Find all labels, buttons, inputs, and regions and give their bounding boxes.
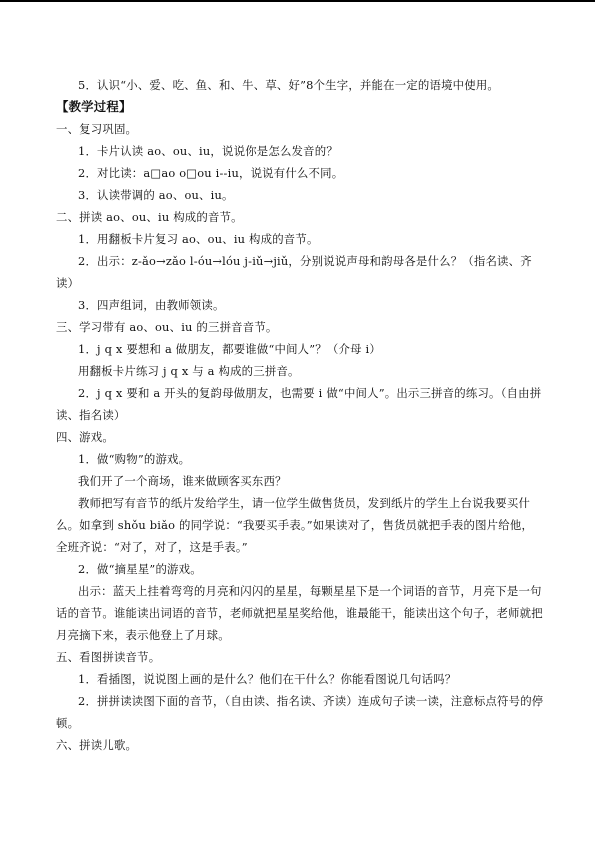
step-4-title: 四、游戏。 [56,430,114,444]
step-3-title: 三、学习带有 ao、ou、iu 的三拼音音节。 [56,320,278,334]
step-1-item-3: 3．认读带调的 ao、ou、iu。 [78,188,234,202]
step-1-item-1: 1．卡片认读 ao、ou、iu，说说你是怎么发音的？ [78,144,338,158]
step-4-item-2: 2．做“摘星星”的游戏。 [78,562,202,576]
objective-5: 5．认识“小、爱、吃、鱼、和、牛、草、好”8个生字，并能在一定的语境中使用。 [78,78,500,92]
document-body [56,74,544,756]
step-5-item-2: 2．拼拼读读图下面的音节，（自由读、指名读、齐读）连成句子读一读，注意标点符号的停顿。 [56,694,544,730]
step-4-item-2-detail: 出示：蓝天上挂着弯弯的月亮和闪闪的星星，每颗星星下是一个词语的音节，月亮下是一句话的音节。谁能读出词语的音节，老师就把星星奖给他，谁最能干，能读出这个句子，老师就把月亮摘下来，表示他登上了月球。 [56,584,543,642]
step-3-item-1-note: 用翻板卡片练习 j q x 与 a 构成的三拼音。 [78,364,300,378]
step-4-item-1: 1．做“购物”的游戏。 [78,452,191,466]
step-4-item-1-detail: 教师把写有音节的纸片发给学生，请一位学生做售货员，发到纸片的学生上台说我要买什么。如拿到 shǒu biǎo 的同学说：“我要买手表。”如果读对了，售货员就把手表的图片给他，全班齐说：“对了，对了，这是手表。” [56,496,534,554]
header-rule [0,0,595,2]
step-1-title: 一、复习巩固。 [56,122,138,136]
step-1-item-2: 2．对比读：a□ao o□ou i--iu，说说有什么不同。 [78,166,344,180]
step-2-title: 二、拼读 ao、ou、iu 构成的音节。 [56,210,243,224]
step-3-item-1: 1．j q x 要想和 a 做朋友，都要谁做“中间人”？（介母 i） [78,342,381,356]
step-6-title: 六、拼读儿歌。 [56,738,138,752]
step-2-item-3: 3．四声组词，由教师领读。 [78,298,225,312]
step-3-item-2: 2．j q x 要和 a 开头的复韵母做朋友，也需要 i 做“中间人”。出示三拼音的练习。（自由拼读、指名读） [56,386,542,422]
section-heading: 【教学过程】 [56,99,132,114]
step-2-item-2: 2．出示：z-ǎo→zǎo l-óu→lóu j-iǔ→jiǔ，分别说说声母和韵母各是什么？（指名读、齐读） [56,254,532,290]
step-2-item-1: 1．用翻板卡片复习 ao、ou、iu 构成的音节。 [78,232,319,246]
step-5-title: 五、看图拼读音节。 [56,650,161,664]
step-4-item-1-intro: 我们开了一个商场，谁来做顾客买东西？ [78,474,287,488]
step-5-item-1: 1．看插图，说说图上画的是什么？他们在干什么？你能看图说几句话吗？ [78,672,457,686]
